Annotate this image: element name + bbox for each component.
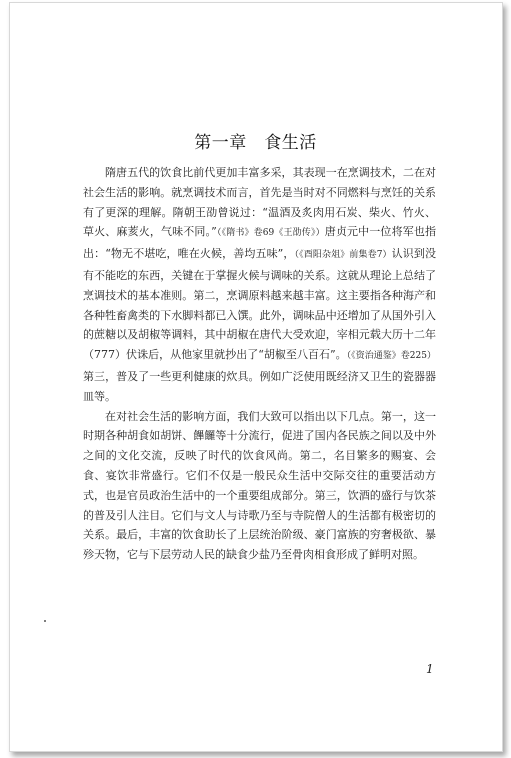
citation: （《酉阳杂俎》前集卷7）	[294, 250, 392, 261]
page-number: 1	[426, 662, 434, 676]
text-run: 认识到没有不能吃的东西，关键在于掌握火候与调味的关系。这就从理论上总结了烹调技术的基本准则。第二，烹调原料越来越丰富。这主要指各种海产和各种牲畜禽类的下水脚料都已入馔。此外，调味品中还增加了从国外引入的蔗糖以及胡椒等调料，其中胡椒在唐代大受欢迎，宰相元载大历十二年（777）伏诛后，从他家里就抄出了“胡椒至八百石”。	[83, 247, 437, 362]
text-run: 隋唐五代的饮食比前代更加丰富多采，其表现一在烹调技术，二在对社会生活的影响。就烹调技术而言，首先是当时对不同燃料与烹饪的关系有了更深的理解。隋朝王劭曾说过：“温酒及炙肉用石炭、柴火、竹火、草火、麻荄火，气味不同。”	[83, 166, 436, 239]
text-run: 在对社会生活的影响方面，我们大致可以指出以下几点。第一，这一时期各种胡食如胡饼、饆饠等十分流行，促进了国内各民族之间以及中外之间的文化交流，反映了时代的饮食风尚。第二，名目繁多的赐宴、会食、宴饮非常盛行。它们不仅是一般民众生活中交际交往的重要活动方式，也是官员政治生活中的一个重要组成部分。第三，饮酒的盛行与饮茶的普及引人注目。它们与文人与诗歌乃至与寺院僧人的生活都有极密切的关系。最后，丰富的饮食助长了上层统治阶级、豪门富族的穷奢极欲、暴殄天物，它与下层劳动人民的缺食少盐乃至骨肉相食形成了鲜明对照。	[83, 409, 436, 562]
text-run: 唐贞元中一位将军也指出：“物无不堪吃，唯在火候，善均五味”，	[83, 225, 436, 261]
chapter-title: 第一章 食生活	[194, 133, 317, 153]
citation: （《隋书》卷69《王劭传》）	[216, 228, 325, 239]
citation: （《资治通鉴》卷225）	[346, 351, 436, 362]
text-run: 第三，普及了一些更利健康的炊具。例如广泛使用既经济又卫生的瓷器器皿等。	[83, 369, 436, 403]
margin-dot	[44, 620, 46, 622]
chapter-body	[83, 163, 436, 565]
paragraph-2	[83, 407, 436, 565]
paragraph-1	[83, 163, 436, 407]
